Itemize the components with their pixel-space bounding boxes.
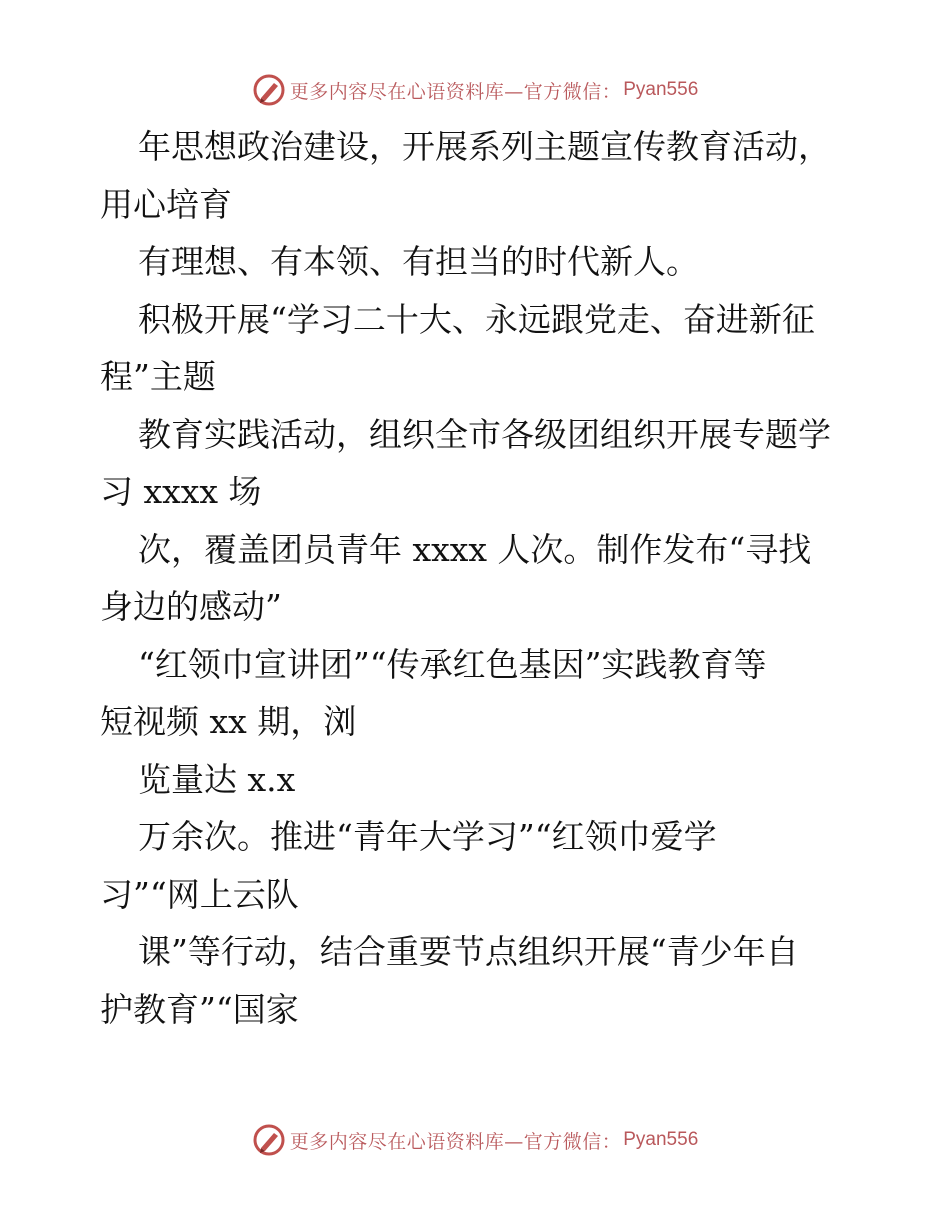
watermark-wechat-id: Pyan556 [623,79,699,100]
text-line: 身边的感动” [100,587,282,626]
watermark-wechat-id: Pyan556 [623,1129,699,1150]
text-line: 有理想、有本领、有担当的时代新人。 [138,242,699,281]
text-line: 课”等行动，结合重要节点组织开展“青少年自 [138,932,799,971]
footer-watermark [0,1120,950,1160]
header-watermark [0,70,950,110]
text-line: 教育实践活动，组织全市各级团组织开展专题学 [138,414,831,454]
text-line: 护教育”“国家 [100,989,299,1029]
text-line: 万余次。推进“青年大学习”“红领巾爱学 [138,817,717,856]
pen-logo-icon [252,1123,286,1157]
watermark-text: 更多内容尽在心语资料库—官方微信： [289,80,622,103]
text-line: 年思想政治建设，开展系列主题宣传教育活动， [138,127,831,166]
pen-logo-icon [252,73,286,107]
text-line: 用心培育 [100,184,232,224]
text-line: 程”主题 [100,357,216,396]
text-line: “红领巾宣讲团”“传承红色基因”实践教育等 [138,644,767,684]
document-body [100,118,860,1038]
text-line: 短视频 xx 期，浏 [100,702,357,741]
text-line: 习 xxxx 场 [100,472,262,511]
watermark-text: 更多内容尽在心语资料库—官方微信： [289,1130,622,1153]
text-line: 览量达 x.x [138,759,296,799]
text-line: 次，覆盖团员青年 xxxx 人次。制作发布“寻找 [138,529,812,569]
text-line: 积极开展“学习二十大、永远跟党走、奋进新征 [138,299,815,339]
text-line: 习”“网上云队 [100,874,299,914]
